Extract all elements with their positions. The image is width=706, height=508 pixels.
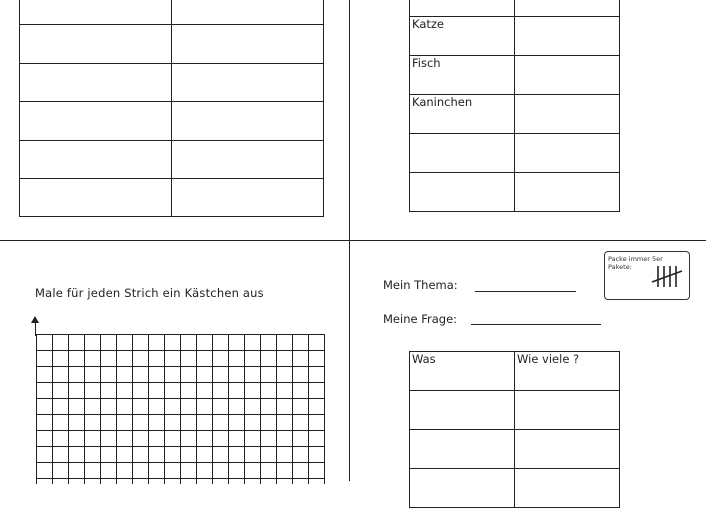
header-cell-what: Was [410, 352, 515, 391]
bar-grid[interactable] [36, 334, 325, 484]
table-cell[interactable] [20, 25, 172, 63]
table-row [410, 17, 620, 56]
animal-cell-fish: Fisch [410, 56, 515, 95]
table-row [410, 134, 620, 173]
table-row [410, 56, 620, 95]
table-row [20, 63, 324, 101]
animal-cell-rabbit: Kaninchen [410, 95, 515, 134]
table-header-row [410, 352, 620, 391]
top-left-table [19, 0, 324, 217]
table-row [410, 0, 620, 17]
header-cell-name [172, 0, 324, 25]
question-label: Meine Frage: [383, 312, 458, 326]
table-row [410, 469, 620, 508]
table-cell[interactable] [20, 102, 172, 140]
horizontal-divider [0, 240, 706, 241]
table-cell[interactable] [172, 25, 324, 63]
tip-box [604, 251, 690, 300]
table-cell[interactable] [515, 173, 620, 212]
table-cell[interactable] [20, 178, 172, 216]
table-row [410, 173, 620, 212]
table-cell[interactable] [172, 102, 324, 140]
animal-cell-cat: Katze [410, 17, 515, 56]
table-row [20, 178, 324, 216]
table-header-row [20, 0, 324, 25]
table-cell[interactable] [515, 391, 620, 430]
table-cell[interactable] [515, 95, 620, 134]
table-cell[interactable] [20, 63, 172, 101]
table-cell[interactable] [515, 134, 620, 173]
table-cell[interactable] [410, 173, 515, 212]
table-cell[interactable] [515, 469, 620, 508]
table-cell[interactable] [410, 430, 515, 469]
table-cell[interactable] [410, 469, 515, 508]
top-right-table [409, 0, 620, 212]
header-cell-month [20, 0, 172, 25]
table-cell[interactable] [172, 140, 324, 178]
question-blank-line[interactable] [471, 323, 601, 325]
tip-text: Packe immer 5er Pakete: [608, 255, 663, 271]
bottom-right-table [409, 351, 620, 508]
table-row [410, 430, 620, 469]
table-cell[interactable] [410, 0, 515, 17]
table-cell[interactable] [515, 17, 620, 56]
table-row [20, 102, 324, 140]
grid-instruction: Male für jeden Strich ein Kästchen aus [35, 286, 264, 300]
table-cell[interactable] [172, 178, 324, 216]
table-cell[interactable] [410, 134, 515, 173]
tally-five-icon [649, 263, 685, 289]
topic-blank-line[interactable] [475, 290, 576, 292]
table-cell[interactable] [515, 0, 620, 17]
table-cell[interactable] [172, 63, 324, 101]
table-row [20, 140, 324, 178]
header-cell-how-many: Wie viele ? [515, 352, 620, 391]
topic-label: Mein Thema: [383, 278, 458, 292]
table-cell[interactable] [410, 391, 515, 430]
table-row [20, 25, 324, 63]
table-cell[interactable] [515, 430, 620, 469]
table-row [410, 391, 620, 430]
table-cell[interactable] [515, 56, 620, 95]
table-cell[interactable] [20, 140, 172, 178]
table-row [410, 95, 620, 134]
